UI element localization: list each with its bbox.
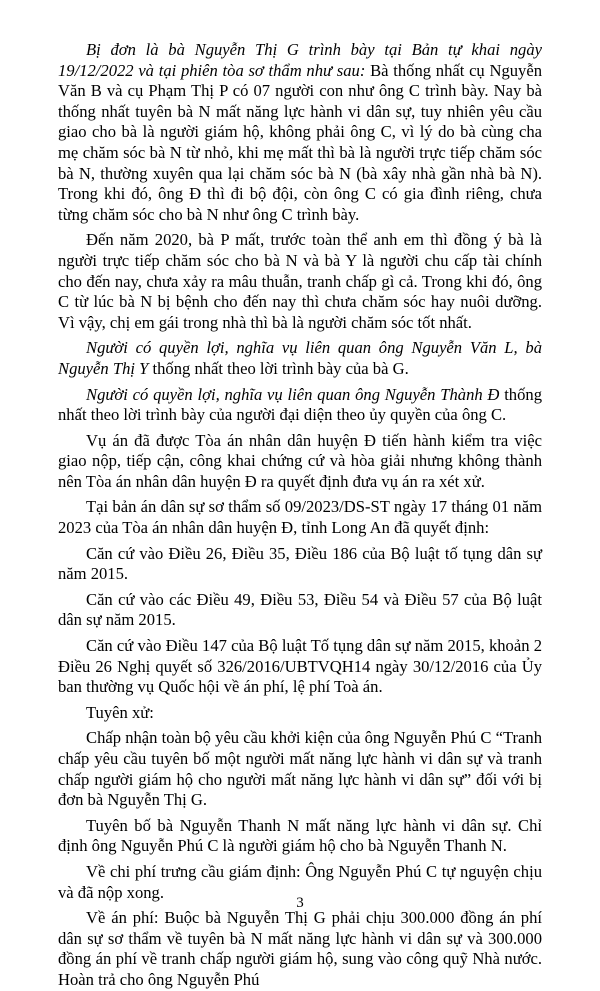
paragraph-legal-basis-2 (58, 590, 542, 631)
italic-lead: Người có quyền lợi, nghĩa vụ liên quan ông Nguyễn Thành Đ (86, 384, 500, 404)
paragraph-legal-basis-1 (58, 544, 542, 585)
paragraph-text: Bà thống nhất cụ Nguyễn Văn B và cụ Phạm Thị P có 07 người con như ông C trình bày. Nay bà thống nhất tuyên bà N mất năng lực hành vi dân sự, tuy nhiên yêu cầu giao cho bà là người giám hộ, không phải ông C, vì lý do bà cùng cha mẹ chăm sóc bà N từ nhỏ, khi mẹ mất thì bà là người trực tiếp chăm sóc bà N, thường xuyên qua lại chăm sóc bà N (bà xây nhà gần nhà bà N). Trong khi đó, ông Đ thì đi bộ đội, còn ông C có gia đình riêng, chưa từng chăm sóc cho bà N như ông C trình bày. (58, 60, 542, 224)
paragraph-text: Tuyên xử: (86, 702, 154, 722)
paragraph-text: Tuyên bố bà Nguyễn Thanh N mất năng lực hành vi dân sự. Chỉ định ông Nguyễn Phú C là người giám hộ cho bà Nguyễn Thanh N. (58, 815, 542, 856)
paragraph-verdict-heading (58, 703, 542, 724)
paragraph-text: thống nhất theo lời trình bày của bà G. (148, 358, 409, 378)
paragraph-first-instance-judgment (58, 497, 542, 538)
paragraph-2020 (58, 230, 542, 333)
paragraph-declare-incapacity (58, 816, 542, 857)
paragraph-text: Căn cứ vào Điều 26, Điều 35, Điều 186 của Bộ luật tố tụng dân sự năm 2015. (58, 543, 542, 584)
paragraph-text: Đến năm 2020, bà P mất, trước toàn thể anh em thì đồng ý bà là người trực tiếp chăm sóc cho bà N và bà Y là người chu cấp tài chính cho đến nay, chưa xảy ra mâu thuẫn, tranh chấp gì cả. Trong khi đó, ông C từ lúc bà N bị bệnh cho đến nay thì chưa chăm sóc hay nuôi dưỡng. Vì vậy, chị em gái trong nhà thì bà là người chăm sóc tốt nhất. (58, 230, 542, 332)
paragraph-related-party-l-y (58, 338, 542, 379)
paragraph-text: Về chi phí trưng cầu giám định: Ông Nguyễn Phú C tự nguyện chịu và đã nộp xong. (58, 861, 542, 902)
paragraph-related-party-d (58, 385, 542, 426)
italic-lead: Bị đơn là bà Nguyễn Thị G trình bày tại Bản tự khai ngày 19/12/2022 và tại phiên tòa sơ thẩm như sau: (58, 40, 542, 80)
paragraph-court-fees (58, 908, 542, 990)
paragraph-defendant-statement (58, 40, 542, 225)
paragraph-text: Chấp nhận toàn bộ yêu cầu khởi kiện của ông Nguyễn Phú C “Tranh chấp yêu cầu tuyên bố một người mất năng lực hành vi dân sự và tranh chấp người giám hộ cho người mất năng lực hành vi dân sự” đối với bị đơn bà Nguyễn Thị G. (58, 728, 542, 810)
paragraph-text: Tại bản án dân sự sơ thẩm số 09/2023/DS-ST ngày 17 tháng 01 năm 2023 của Tòa án nhân dân huyện Đ, tỉnh Long An đã quyết định: (58, 497, 542, 538)
paragraph-text: Về án phí: Buộc bà Nguyễn Thị G phải chịu 300.000 đồng án phí dân sự sơ thẩm về tuyên bà N mất năng lực hành vi dân sự và 300.000 đồng án phí về tranh chấp người giám hộ, sung vào công quỹ Nhà nước. Hoàn trả cho ông Nguyễn Phú (58, 908, 542, 989)
paragraph-text: Căn cứ vào Điều 147 của Bộ luật Tố tụng dân sự năm 2015, khoản 2 Điều 26 Nghị quyết số 326/2016/UBTVQH14 ngày 30/12/2016 của Ủy ban thường vụ Quốc hội về án phí, lệ phí Toà án. (58, 636, 542, 697)
paragraph-accept-claim (58, 728, 542, 810)
italic-lead: Người có quyền lợi, nghĩa vụ liên quan ông Nguyễn Văn L, bà Nguyễn Thị Y (58, 338, 542, 378)
paragraph-court-process (58, 431, 542, 493)
paragraph-legal-basis-3 (58, 636, 542, 698)
paragraph-text: Căn cứ vào các Điều 49, Điều 53, Điều 54 và Điều 57 của Bộ luật dân sự năm 2015. (58, 589, 542, 630)
paragraph-text: thống nhất theo lời trình bày của người đại diện theo ủy quyền của ông C. (58, 384, 542, 425)
paragraph-text: Vụ án đã được Tòa án nhân dân huyện Đ tiến hành kiểm tra việc giao nộp, tiếp cận, công khai chứng cứ và hòa giải nhưng không thành nên Tòa án nhân dân huyện Đ ra quyết định đưa vụ án ra xét xử. (58, 430, 542, 491)
page-number: 3 (296, 895, 304, 911)
